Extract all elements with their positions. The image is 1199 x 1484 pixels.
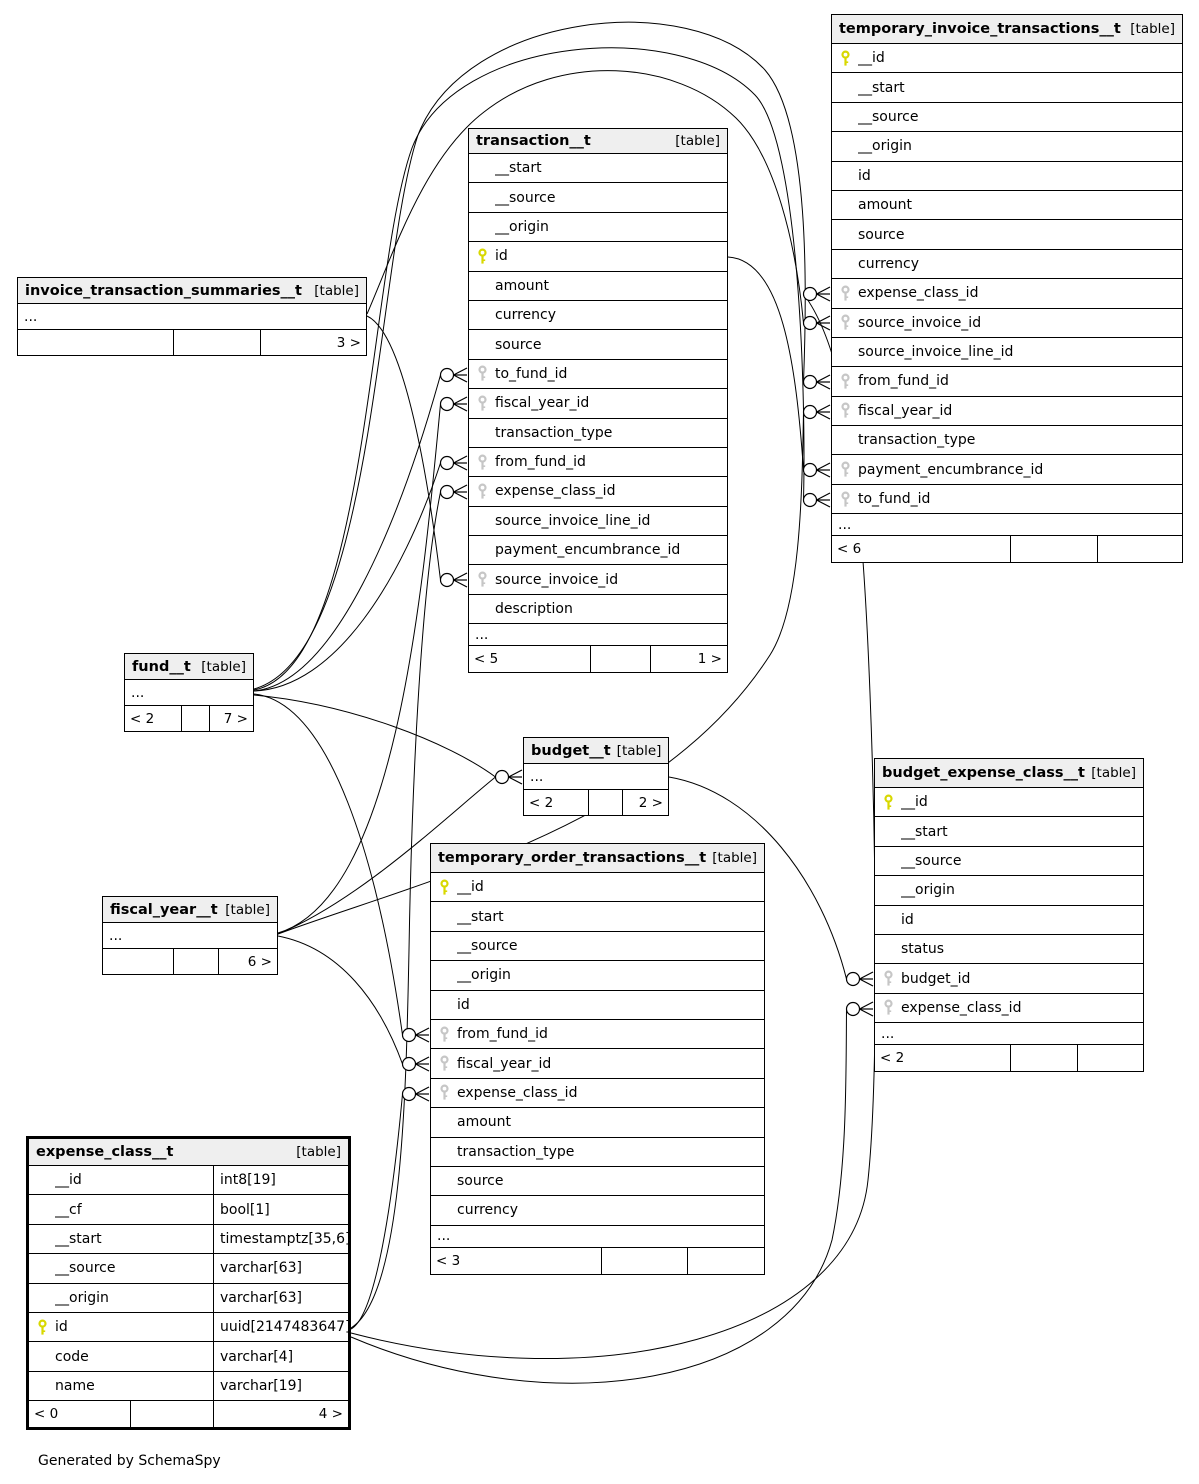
footer-out-count	[1097, 536, 1182, 562]
footer-in-count: < 2	[529, 794, 554, 811]
footer-mid-cell	[590, 646, 650, 672]
footer-out-count	[687, 1248, 764, 1274]
column-label: from_fund_id	[457, 1026, 548, 1043]
key-icon-slot	[469, 571, 495, 588]
column-row-source_invoice_line_id	[832, 338, 1182, 367]
ellipsis-row: ...	[469, 624, 727, 646]
footer-out-count: 2 >	[622, 790, 668, 815]
column-label: expense_class_id	[901, 999, 1022, 1016]
crowfoot-connector	[496, 770, 523, 784]
column-label: __origin	[901, 882, 955, 899]
column-label: __source	[901, 852, 962, 869]
column-label: __id	[901, 794, 928, 811]
column-label: id	[495, 248, 508, 265]
table-tag: [table]	[616, 742, 662, 759]
table-header-temporary_order_transactions[interactable]	[431, 844, 764, 873]
column-label: __start	[858, 79, 905, 96]
table-budget-expense-class	[874, 758, 1144, 1072]
footer-mid-cell	[601, 1248, 687, 1274]
column-label: budget_id	[901, 970, 971, 987]
column-label: expense_class_id	[457, 1084, 578, 1101]
table-header-temporary_invoice_transactions[interactable]	[832, 15, 1182, 44]
footer-in-count	[103, 949, 173, 974]
column-label: payment_encumbrance_id	[495, 542, 681, 559]
table-footer	[103, 949, 277, 974]
table-invoice-transaction-summaries	[17, 277, 367, 356]
key-icon-slot	[431, 1026, 457, 1043]
column-label: source_invoice_line_id	[858, 344, 1014, 361]
column-label: __start	[457, 908, 504, 925]
column-row-from_fund_id	[469, 448, 727, 477]
table-tag: [table]	[1130, 21, 1175, 37]
key-icon-slot	[431, 879, 457, 896]
column-label: id	[858, 167, 871, 184]
table-expense-class	[26, 1136, 351, 1430]
fk-key-icon	[840, 285, 851, 302]
crowfoot-connector	[403, 1057, 430, 1071]
footer-in-count: < 2	[880, 1050, 905, 1067]
column-label: __start	[495, 160, 542, 177]
fk-key-icon	[477, 483, 488, 500]
column-row-__id	[431, 873, 764, 902]
column-row-code	[29, 1342, 348, 1371]
column-label: __id	[858, 50, 885, 67]
column-label: status	[901, 941, 945, 958]
crowfoot-connector	[847, 1002, 874, 1016]
table-tag: [table]	[201, 658, 246, 675]
table-header-expense_class[interactable]	[29, 1139, 348, 1166]
key-icon-slot	[469, 483, 495, 500]
crowfoot-connector	[804, 375, 831, 389]
footer-mid-cell	[181, 706, 209, 731]
column-label: __source	[495, 189, 556, 206]
pk-key-icon	[37, 1319, 48, 1336]
column-row-__id	[875, 788, 1143, 817]
column-row-payment_encumbrance_id	[832, 455, 1182, 484]
table-temporary-order-transactions	[430, 843, 765, 1275]
column-label: currency	[858, 255, 919, 272]
table-fund	[124, 653, 254, 732]
column-label: __start	[901, 823, 948, 840]
key-icon-slot	[832, 491, 858, 508]
footer-in-count: < 6	[837, 541, 862, 558]
column-label: description	[495, 601, 573, 618]
table-footer	[431, 1248, 764, 1274]
column-label: source_invoice_id	[495, 571, 619, 588]
column-row-__start	[469, 154, 727, 183]
column-label: id	[457, 996, 470, 1013]
column-row-source	[431, 1167, 764, 1196]
fk-key-icon	[439, 1026, 450, 1043]
column-row-from_fund_id	[832, 367, 1182, 396]
fk-key-icon	[477, 395, 488, 412]
footer-out-count: 3 >	[260, 330, 366, 355]
footer-mid-cell	[130, 1401, 213, 1427]
column-label: __origin	[495, 218, 549, 235]
column-type: varchar[63]	[213, 1254, 348, 1282]
key-icon-slot	[469, 365, 495, 382]
column-label: source	[858, 226, 905, 243]
table-fiscal-year	[102, 896, 278, 975]
key-icon-slot	[431, 1084, 457, 1101]
column-label: __origin	[858, 138, 912, 155]
column-row-currency	[431, 1196, 764, 1225]
column-label: amount	[858, 197, 913, 214]
column-label: from_fund_id	[495, 454, 586, 471]
footer-mid-cell	[1010, 1045, 1077, 1071]
table-name[interactable]: invoice_transaction_summaries__t	[25, 282, 302, 299]
key-icon-slot	[832, 402, 858, 419]
column-row-transaction_type	[431, 1138, 764, 1167]
fk-key-icon	[840, 373, 851, 390]
column-label: source	[457, 1173, 504, 1190]
key-icon-slot	[875, 794, 901, 811]
column-row-transaction_type	[469, 419, 727, 448]
table-name[interactable]: fiscal_year__t	[110, 901, 218, 918]
ellipsis-row: ...	[18, 304, 366, 330]
fk-key-icon	[477, 454, 488, 471]
fk-key-icon	[840, 402, 851, 419]
crowfoot-connector	[804, 493, 831, 507]
column-row-source	[469, 330, 727, 359]
fk-key-icon	[883, 970, 894, 987]
column-row-__start	[832, 73, 1182, 102]
rel-fund-temp-order-from-fund-id	[254, 694, 403, 1035]
column-label: fiscal_year_id	[457, 1055, 552, 1072]
column-label: id	[55, 1319, 68, 1336]
footer-in-count: < 2	[130, 710, 155, 727]
column-label: currency	[495, 307, 556, 324]
crowfoot-connector	[441, 397, 468, 411]
key-icon-slot	[832, 50, 858, 67]
column-label: __source	[858, 108, 919, 125]
table-header-fiscal_year[interactable]	[103, 897, 277, 923]
column-label: __id	[457, 879, 484, 896]
crowfoot-connector	[403, 1087, 430, 1101]
table-transaction	[468, 128, 728, 673]
key-icon-slot	[431, 1055, 457, 1072]
fk-key-icon	[477, 365, 488, 382]
key-icon-slot	[875, 970, 901, 987]
column-row-__source	[469, 183, 727, 212]
column-row-id	[832, 162, 1182, 191]
column-row-id	[431, 991, 764, 1020]
pk-key-icon	[477, 248, 488, 265]
table-header-invoice_transaction_summaries[interactable]	[18, 278, 366, 304]
footer-out-count: 4 >	[213, 1401, 348, 1427]
column-label: amount	[495, 277, 550, 294]
key-icon-slot	[832, 285, 858, 302]
table-footer	[125, 706, 253, 731]
column-row-expense_class_id	[832, 279, 1182, 308]
key-icon-slot	[469, 248, 495, 265]
column-row-currency	[469, 301, 727, 330]
column-type: varchar[19]	[213, 1372, 348, 1400]
table-name[interactable]: transaction__t	[476, 133, 591, 149]
column-label: currency	[457, 1202, 518, 1219]
column-row-to_fund_id	[469, 360, 727, 389]
table-tag: [table]	[1091, 765, 1136, 781]
ellipsis-row: ...	[524, 764, 668, 790]
column-label: transaction_type	[457, 1143, 575, 1160]
footer-out-count	[1077, 1045, 1143, 1071]
column-row-__source	[875, 847, 1143, 876]
footer-in-count	[18, 330, 173, 355]
column-row-id	[469, 242, 727, 271]
column-row-__start	[29, 1225, 351, 1254]
column-label: __source	[457, 937, 518, 954]
table-footer	[18, 330, 366, 355]
column-row-__start	[875, 817, 1143, 846]
crowfoot-connector	[804, 287, 831, 301]
column-row-expense_class_id	[875, 994, 1143, 1023]
table-tag: [table]	[296, 1144, 341, 1160]
ellipsis-row: ...	[103, 923, 277, 949]
footer-out-count: 6 >	[218, 949, 277, 974]
column-type: uuid[2147483647]	[213, 1313, 348, 1341]
column-row-__origin	[431, 961, 764, 990]
table-footer	[524, 790, 668, 815]
column-row-payment_encumbrance_id	[469, 536, 727, 565]
column-row-budget_id	[875, 964, 1143, 993]
ellipsis-row: ...	[832, 514, 1182, 536]
column-row-amount	[431, 1108, 764, 1137]
table-name[interactable]: temporary_invoice_transactions__t	[839, 21, 1121, 37]
column-type: int8[19]	[213, 1166, 348, 1194]
column-row-status	[875, 935, 1143, 964]
column-label: source	[495, 336, 542, 353]
column-label: source_invoice_line_id	[495, 512, 651, 529]
column-label: to_fund_id	[858, 491, 931, 508]
column-label: amount	[457, 1114, 512, 1131]
column-label: __origin	[457, 967, 511, 984]
column-row-__id	[29, 1166, 348, 1195]
column-row-__source	[29, 1254, 348, 1283]
rel-summaries-transaction-source-invoice-id	[367, 316, 441, 580]
crowfoot-connector	[804, 405, 831, 419]
column-row-__id	[832, 44, 1182, 73]
key-icon-slot	[29, 1319, 55, 1336]
column-row-__source	[832, 103, 1182, 132]
fk-key-icon	[840, 461, 851, 478]
table-temporary-invoice-transactions	[831, 14, 1183, 563]
column-label: transaction_type	[495, 424, 613, 441]
key-icon-slot	[875, 999, 901, 1016]
column-row-expense_class_id	[431, 1079, 764, 1108]
rel-fund-budget	[254, 695, 496, 777]
column-row-fiscal_year_id	[469, 389, 727, 418]
crowfoot-connector	[441, 368, 468, 382]
rel-fiscal-transaction-fiscal-year-id	[278, 404, 441, 933]
rel-transaction-temp-invoice-payment-encumbrance-id	[728, 257, 804, 470]
column-row-name	[29, 1372, 348, 1401]
column-label: source_invoice_id	[858, 314, 982, 331]
crowfoot-connector	[441, 485, 468, 499]
column-row-source	[832, 220, 1182, 249]
column-label: fiscal_year_id	[495, 395, 590, 412]
column-row-transaction_type	[832, 426, 1182, 455]
crowfoot-connector	[403, 1028, 430, 1042]
column-row-__origin	[875, 876, 1143, 905]
column-row-from_fund_id	[431, 1020, 764, 1049]
column-label: name	[55, 1377, 95, 1394]
fk-key-icon	[477, 571, 488, 588]
column-row-fiscal_year_id	[431, 1049, 764, 1078]
column-label: __start	[55, 1230, 102, 1247]
column-row-source_invoice_id	[832, 309, 1182, 338]
fk-key-icon	[439, 1055, 450, 1072]
crowfoot-connector	[804, 316, 831, 330]
footer-mid-cell	[588, 790, 622, 815]
footer-in-count: < 5	[474, 651, 499, 668]
table-header-budget_expense_class[interactable]	[875, 759, 1143, 788]
table-tag: [table]	[712, 850, 757, 866]
table-header-budget[interactable]	[524, 738, 668, 764]
crowfoot-connector	[847, 972, 874, 986]
key-icon-slot	[469, 454, 495, 471]
column-row-__origin	[832, 132, 1182, 161]
table-name[interactable]: budget_expense_class__t	[882, 765, 1085, 781]
table-footer	[832, 536, 1182, 562]
footer-mid-cell	[1010, 536, 1097, 562]
table-footer	[469, 646, 727, 672]
footer-out-count: 7 >	[209, 706, 253, 731]
column-row-__cf	[29, 1195, 348, 1224]
ellipsis-row: ...	[125, 680, 253, 706]
column-row-fiscal_year_id	[832, 397, 1182, 426]
column-label: payment_encumbrance_id	[858, 461, 1044, 478]
column-label: __cf	[55, 1201, 82, 1218]
table-tag: [table]	[314, 282, 359, 299]
column-row-id	[875, 906, 1143, 935]
column-label: __id	[55, 1172, 82, 1189]
fk-key-icon	[439, 1084, 450, 1101]
table-tag: [table]	[225, 901, 270, 918]
generator-note: Generated by SchemaSpy	[38, 1453, 221, 1469]
column-row-amount	[832, 191, 1182, 220]
column-row-currency	[832, 250, 1182, 279]
column-row-id	[29, 1313, 351, 1342]
column-label: __origin	[55, 1289, 109, 1306]
table-header-transaction[interactable]	[469, 129, 727, 154]
column-label: expense_class_id	[495, 483, 616, 500]
column-row-to_fund_id	[832, 485, 1182, 514]
table-footer	[29, 1401, 348, 1427]
key-icon-slot	[469, 395, 495, 412]
table-header-fund[interactable]	[125, 654, 253, 680]
column-row-amount	[469, 272, 727, 301]
column-row-__start	[431, 902, 764, 931]
column-type: bool[1]	[213, 1195, 348, 1223]
column-label: transaction_type	[858, 432, 976, 449]
table-name[interactable]: temporary_order_transactions__t	[438, 850, 707, 866]
column-type: timestamptz[35,6]	[213, 1225, 348, 1253]
column-row-description	[469, 595, 727, 624]
crowfoot-connector	[804, 463, 831, 477]
column-row-source_invoice_line_id	[469, 507, 727, 536]
fk-key-icon	[840, 491, 851, 508]
column-row-source_invoice_id	[469, 565, 727, 594]
footer-out-count: 1 >	[650, 646, 727, 672]
ellipsis-row: ...	[431, 1226, 764, 1248]
pk-key-icon	[883, 794, 894, 811]
pk-key-icon	[439, 879, 450, 896]
key-icon-slot	[832, 461, 858, 478]
footer-in-count: < 0	[34, 1406, 59, 1423]
column-label: code	[55, 1348, 89, 1365]
column-type: varchar[63]	[213, 1284, 348, 1312]
ellipsis-row: ...	[875, 1023, 1143, 1045]
column-label: fiscal_year_id	[858, 402, 953, 419]
key-icon-slot	[832, 373, 858, 390]
column-row-__origin	[29, 1284, 348, 1313]
table-name[interactable]: fund__t	[132, 658, 191, 675]
footer-mid-cell	[173, 330, 260, 355]
footer-mid-cell	[173, 949, 218, 974]
column-row-__origin	[469, 213, 727, 242]
column-row-__source	[431, 932, 764, 961]
column-row-expense_class_id	[469, 477, 727, 506]
fk-key-icon	[840, 314, 851, 331]
column-label: to_fund_id	[495, 365, 568, 382]
table-tag: [table]	[675, 133, 720, 149]
column-label: id	[901, 911, 914, 928]
column-label: from_fund_id	[858, 373, 949, 390]
column-label: expense_class_id	[858, 285, 979, 302]
column-type: varchar[4]	[213, 1342, 348, 1370]
rel-fiscal-temp-order-fiscal-year-id	[278, 936, 403, 1064]
footer-in-count: < 3	[436, 1252, 461, 1269]
table-budget	[523, 737, 669, 816]
table-footer	[875, 1045, 1143, 1071]
crowfoot-connector	[441, 573, 468, 587]
rel-fund-transaction-from-fund-id	[254, 463, 441, 691]
pk-key-icon	[840, 50, 851, 67]
column-label: __source	[55, 1260, 116, 1277]
fk-key-icon	[883, 999, 894, 1016]
key-icon-slot	[832, 314, 858, 331]
table-name[interactable]: budget__t	[531, 742, 611, 759]
table-name[interactable]: expense_class__t	[36, 1144, 174, 1160]
crowfoot-connector	[441, 456, 468, 470]
